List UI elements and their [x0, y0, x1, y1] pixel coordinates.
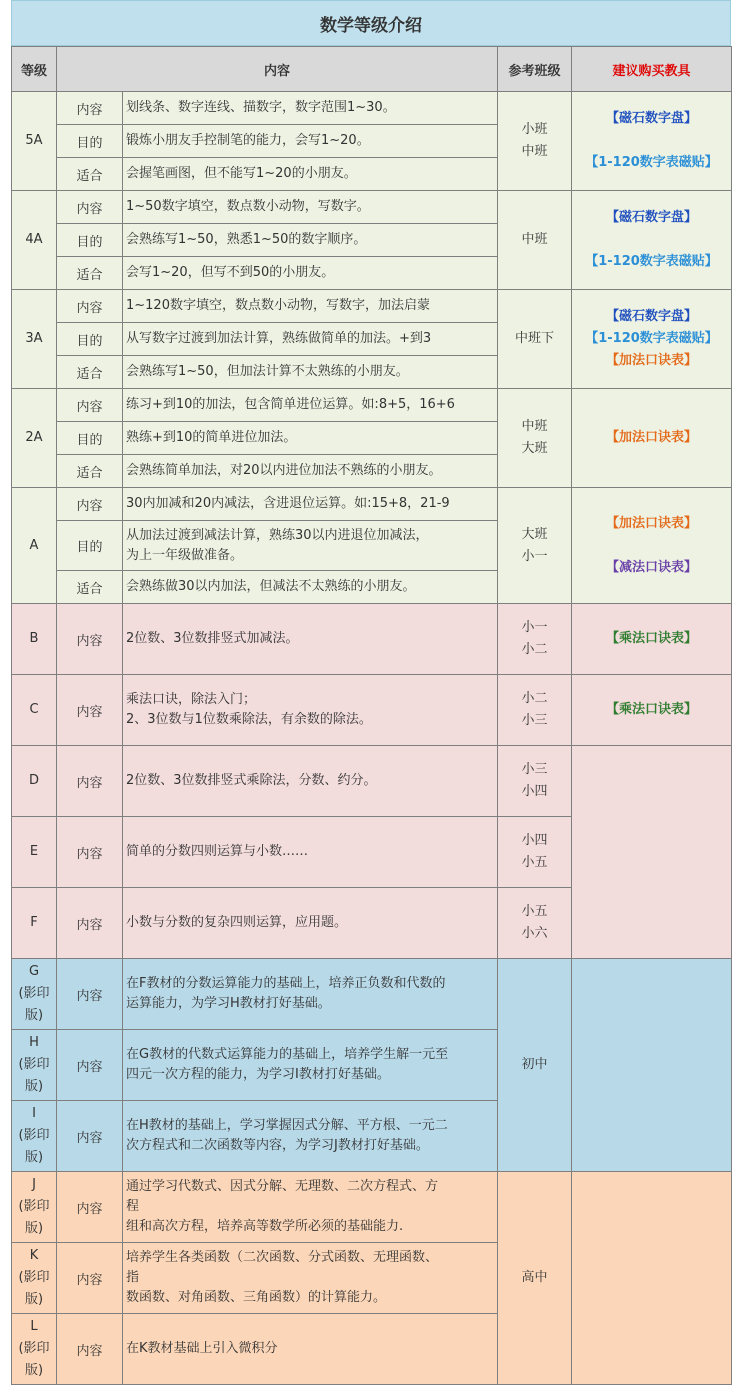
level-content: 在K教材基础上引入微积分	[123, 1314, 498, 1385]
class-line: 小二	[521, 691, 548, 706]
tool-magnet-disk: 【磁石数字盘】	[606, 210, 698, 225]
class-line: 大班	[521, 441, 548, 456]
level-suitable: 会熟练简单加法，对20以内进位加法不熟练的小朋友。	[123, 455, 498, 488]
level-name-line: (影印	[18, 986, 50, 1001]
tool-mul-card: 【乘法口诀表】	[606, 631, 698, 646]
level-name-line: G	[28, 964, 40, 979]
level-content: 小数与分数的复杂四则运算，应用题。	[123, 888, 498, 959]
level-content: 1~50数字填空，数点数小动物，写数字。	[123, 191, 498, 224]
recommended-tools-empty	[572, 1172, 732, 1385]
recommended-tools	[572, 675, 732, 746]
level-name	[12, 1314, 57, 1385]
level-name-line: H	[29, 1035, 39, 1050]
recommended-tools-empty	[572, 959, 732, 1172]
level-name-line: 版)	[24, 1079, 44, 1094]
tool-magnet-disk: 【磁石数字盘】	[606, 309, 698, 324]
table-row	[12, 746, 732, 817]
row-label-content: 内容	[57, 959, 123, 1030]
class-line: 小四	[521, 784, 548, 799]
tool-number-sticker: 【1-120数字表磁贴】	[585, 331, 718, 346]
row-label-content: 内容	[57, 1172, 123, 1243]
class-line: 小五	[521, 904, 548, 919]
level-goal	[123, 521, 498, 571]
level-goal: 会熟练写1~50，熟悉1~50的数字顺序。	[123, 224, 498, 257]
level-name-line: 版)	[24, 1150, 44, 1165]
table-row	[12, 290, 732, 323]
reference-class: 中班下	[498, 290, 572, 389]
table-row	[12, 604, 732, 675]
level-name	[12, 1101, 57, 1172]
row-label-suitable: 适合	[57, 158, 123, 191]
content-line: 乘法口诀，除法入门；	[126, 692, 257, 707]
level-name	[12, 1243, 57, 1314]
reference-class: 中班	[498, 191, 572, 290]
table-row	[12, 959, 732, 1030]
row-label-goal: 目的	[57, 422, 123, 455]
header-level: 等级	[12, 47, 57, 92]
level-name	[12, 1030, 57, 1101]
row-label-suitable: 适合	[57, 571, 123, 604]
recommended-tools	[572, 290, 732, 389]
content-line: 在G教材的代数式运算能力的基础上，培养学生解一元至	[126, 1047, 449, 1062]
class-line: 小三	[521, 762, 548, 777]
row-label-goal: 目的	[57, 224, 123, 257]
content-line: 通过学习代数式、因式分解、无理数、二次方程式、方	[126, 1179, 439, 1194]
row-label-content: 内容	[57, 817, 123, 888]
level-content: 1~120数字填空，数点数小动物，写数字，加法启蒙	[123, 290, 498, 323]
content-line: 指	[126, 1270, 140, 1285]
level-content	[123, 1172, 498, 1243]
level-name: E	[12, 817, 57, 888]
tool-add-card: 【加法口诀表】	[606, 515, 698, 531]
level-name-line: K	[29, 1248, 39, 1263]
row-label-content: 内容	[57, 191, 123, 224]
level-name: C	[12, 675, 57, 746]
row-label-content: 内容	[57, 746, 123, 817]
level-name-line: 版)	[24, 1008, 44, 1023]
level-content: 2位数、3位数排竖式加减法。	[123, 604, 498, 675]
reference-class	[498, 92, 572, 191]
level-suitable: 会写1~20，但写不到50的小朋友。	[123, 257, 498, 290]
recommended-tools	[572, 389, 732, 488]
level-name-line: (影印	[18, 1128, 50, 1143]
row-label-goal: 目的	[57, 323, 123, 356]
level-content: 划线条、数字连线、描数字，数字范围1~30。	[123, 92, 498, 125]
level-name-line: (影印	[18, 1199, 50, 1214]
reference-class	[498, 604, 572, 675]
level-name-line: I	[32, 1106, 36, 1121]
recommended-tools	[572, 604, 732, 675]
row-label-content: 内容	[57, 675, 123, 746]
class-line: 小一	[521, 548, 548, 564]
level-name-line: (影印	[18, 1057, 50, 1072]
row-label-content: 内容	[57, 1243, 123, 1314]
content-line: 数函数、对角函数、三角函数）的计算能力。	[126, 1290, 387, 1305]
tool-number-sticker: 【1-120数字表磁贴】	[585, 254, 718, 269]
level-content	[123, 1101, 498, 1172]
row-label-content: 内容	[57, 1314, 123, 1385]
level-suitable: 会熟练做30以内加法，但减法不太熟练的小朋友。	[123, 571, 498, 604]
row-label-content: 内容	[57, 92, 123, 125]
row-label-content: 内容	[57, 290, 123, 323]
tool-magnet-disk: 【磁石数字盘】	[606, 111, 698, 126]
level-name: B	[12, 604, 57, 675]
level-content	[123, 959, 498, 1030]
table-row	[12, 1172, 732, 1243]
row-label-content: 内容	[57, 604, 123, 675]
level-name: 2A	[12, 389, 57, 488]
table-row	[12, 488, 732, 521]
class-line: 中班	[521, 419, 548, 434]
level-content: 30内加减和20内减法，含进退位运算。如:15+8，21-9	[123, 488, 498, 521]
class-line: 小三	[521, 713, 548, 728]
reference-class	[498, 888, 572, 959]
tool-add-card: 【加法口诀表】	[606, 353, 698, 368]
level-name-line: 版)	[24, 1292, 44, 1307]
class-line: 小班	[521, 122, 548, 137]
tool-number-sticker: 【1-120数字表磁贴】	[585, 155, 718, 170]
tool-add-card: 【加法口诀表】	[606, 430, 698, 445]
level-content	[123, 1243, 498, 1314]
header-row	[12, 47, 732, 92]
class-line: 中班	[521, 144, 548, 159]
tool-mul-card: 【乘法口诀表】	[606, 702, 698, 717]
level-name-line: L	[30, 1319, 38, 1334]
content-line: 在F教材的分数运算能力的基础上，培养正负数和代数的	[126, 976, 446, 991]
level-name-line: (影印	[18, 1270, 50, 1285]
level-name: 5A	[12, 92, 57, 191]
header-tools: 建议购买教具	[572, 47, 732, 92]
content-line: 在H教材的基础上，学习掌握因式分解、平方根、一元二	[126, 1118, 448, 1133]
content-line: 四元一次方程的能力，为学习I教材打好基础。	[126, 1067, 390, 1082]
level-suitable: 会握笔画图，但不能写1~20的小朋友。	[123, 158, 498, 191]
header-class: 参考班级	[498, 47, 572, 92]
class-line: 大班	[521, 526, 548, 542]
goal-line: 从加法过渡到减法计算，熟练30以内进退位加减法，	[126, 527, 429, 543]
table-row	[12, 191, 732, 224]
level-goal: 从写数字过渡到加法计算，熟练做简单的加法。+到3	[123, 323, 498, 356]
level-name: D	[12, 746, 57, 817]
level-suitable: 会熟练写1~50，但加法计算不太熟练的小朋友。	[123, 356, 498, 389]
level-content	[123, 675, 498, 746]
row-label-goal: 目的	[57, 125, 123, 158]
level-table-container	[11, 0, 731, 1385]
header-content: 内容	[57, 47, 498, 92]
level-name-line: J	[32, 1177, 36, 1192]
level-content: 简单的分数四则运算与小数……	[123, 817, 498, 888]
goal-line: 为上一年级做准备。	[126, 547, 244, 563]
content-line: 培养学生各类函数（二次函数、分式函数、无理函数、	[126, 1250, 439, 1265]
level-name: F	[12, 888, 57, 959]
reference-class	[498, 817, 572, 888]
level-name: 3A	[12, 290, 57, 389]
table-row	[12, 675, 732, 746]
recommended-tools-empty	[572, 746, 732, 959]
recommended-tools	[572, 488, 732, 604]
recommended-tools	[572, 191, 732, 290]
level-name	[12, 959, 57, 1030]
tool-sub-card: 【减法口诀表】	[606, 559, 698, 575]
level-name-line: 版)	[24, 1363, 44, 1378]
level-name: 4A	[12, 191, 57, 290]
row-label-suitable: 适合	[57, 455, 123, 488]
level-name	[12, 1172, 57, 1243]
content-line: 运算能力，为学习H教材打好基础。	[126, 996, 331, 1011]
class-line: 小一	[521, 620, 548, 635]
reference-class	[498, 746, 572, 817]
reference-class	[498, 488, 572, 604]
row-label-content: 内容	[57, 488, 123, 521]
row-label-content: 内容	[57, 389, 123, 422]
class-line: 小四	[521, 833, 548, 848]
row-label-content: 内容	[57, 1030, 123, 1101]
reference-class	[498, 389, 572, 488]
reference-class	[498, 675, 572, 746]
level-goal: 锻炼小朋友手控制笔的能力，会写1~20。	[123, 125, 498, 158]
level-content: 练习+到10的加法，包含简单进位运算。如:8+5，16+6	[123, 389, 498, 422]
row-label-content: 内容	[57, 1101, 123, 1172]
table-row	[12, 389, 732, 422]
content-line: 次方程式和二次函数等内容，为学习J教材打好基础。	[126, 1138, 429, 1153]
row-label-goal: 目的	[57, 521, 123, 571]
page-title: 数学等级介绍	[11, 0, 731, 46]
level-table	[11, 46, 732, 1385]
table-row	[12, 92, 732, 125]
level-goal: 熟练+到10的简单进位加法。	[123, 422, 498, 455]
reference-class: 高中	[498, 1172, 572, 1385]
row-label-suitable: 适合	[57, 356, 123, 389]
level-content	[123, 1030, 498, 1101]
row-label-suitable: 适合	[57, 257, 123, 290]
row-label-content: 内容	[57, 888, 123, 959]
content-line: 组和高次方程，培养高等数学所必须的基础能力.	[126, 1219, 404, 1234]
class-line: 小五	[521, 855, 548, 870]
reference-class: 初中	[498, 959, 572, 1172]
level-name-line: (影印	[18, 1341, 50, 1356]
content-line: 2、3位数与1位数乘除法，有余数的除法。	[126, 712, 372, 727]
class-line: 小六	[521, 926, 548, 941]
content-line: 程	[126, 1199, 140, 1214]
level-name-line: 版)	[24, 1221, 44, 1236]
recommended-tools	[572, 92, 732, 191]
level-name: A	[12, 488, 57, 604]
class-line: 小二	[521, 642, 548, 657]
level-content: 2位数、3位数排竖式乘除法，分数、约分。	[123, 746, 498, 817]
